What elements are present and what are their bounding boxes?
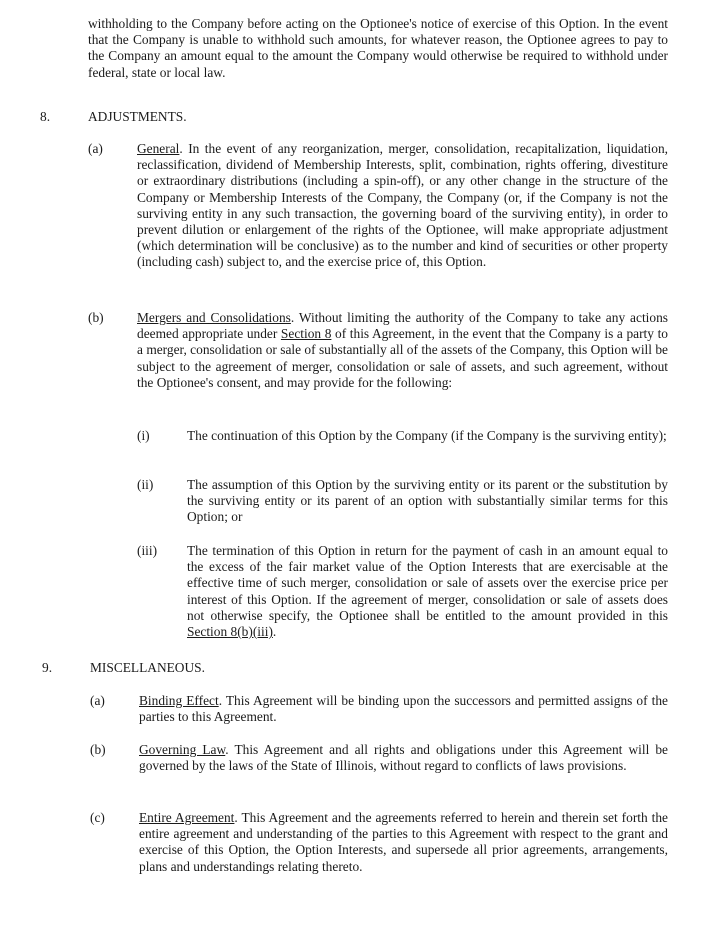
section-9b-label: (b) bbox=[90, 742, 106, 757]
section-9a-title: Binding Effect bbox=[139, 693, 219, 708]
section-8-heading: ADJUSTMENTS. bbox=[88, 109, 187, 124]
section-8-number: 8. bbox=[40, 109, 51, 124]
section-8b-title: Mergers and Consolidations bbox=[137, 310, 291, 325]
section-8biii-reference: Section 8(b)(iii) bbox=[187, 624, 273, 640]
section-9a-paragraph: Binding Effect. This Agreement will be binding upon the successors and permitted assigns of the parties to this Agreement. bbox=[139, 693, 668, 725]
section-8a-label: (a) bbox=[88, 141, 103, 156]
section-8b-ii-label: (ii) bbox=[137, 477, 154, 492]
section-8b-ii-paragraph: The assumption of this Option by the surviving entity or its parent or the substitution by the surviving entity or its parent of an option with substantially similar terms for this Option; or bbox=[187, 477, 668, 525]
intro-paragraph: withholding to the Company before acting on the Optionee's notice of exercise of this Option. In the event that the Company is unable to withhold such amounts, for whatever reason, the Optionee agrees to pay to the Company an amount equal to the amount the Company would otherwise be required to withhold under federal, state or local law. bbox=[88, 16, 668, 80]
section-9c-label: (c) bbox=[90, 810, 105, 825]
section-8b-iii-label: (iii) bbox=[137, 543, 158, 558]
section-9-number: 9. bbox=[42, 660, 53, 675]
section-9b-title: Governing Law bbox=[139, 742, 226, 757]
section-9c-paragraph: Entire Agreement. This Agreement and the agreements referred to herein and therein set forth the entire agreement and understanding of the parties to this Agreement with respect to the grant and exercise of this Option, the Option Interests, and supersede all prior agreements, arrangements, plans and understandings relating thereto. bbox=[139, 810, 668, 874]
section-8a-title: General bbox=[137, 141, 180, 156]
section-8b-label: (b) bbox=[88, 310, 104, 325]
section-8-reference: Section 8 bbox=[280, 326, 332, 342]
section-9-heading: MISCELLANEOUS. bbox=[90, 660, 205, 675]
section-8a-paragraph: General. In the event of any reorganization, merger, consolidation, recapitalization, liquidation, reclassification, dividend of Membership Interests, split, combination, rights offering, divestiture or extraordinary distributions (including a spin-off), or any other change in the structure of the Company or Membership Interests of the Company, the Company (or, if the Company is not the surviving entity in any such transaction, the governing board of the surviving entity), in order to prevent dilution or enlargement of the rights of the Optionee, will make appropriate adjustment (which determination will be conclusive) as to the number and kind of securities or other property (including cash) subject to, and the exercise price of, this Option. bbox=[137, 141, 668, 270]
section-8b-iii-paragraph: The termination of this Option in return for the payment of cash in an amount equal to the excess of the fair market value of the Option Interests that are exercisable at the effective time of such merger, consolidation or sale of assets over the exercise price per interest of this Option. If the agreement of merger, consolidation or sale of assets does not otherwise specify, the Optionee shall be entitled to the amount provided in this Section 8(b)(iii). bbox=[187, 543, 668, 640]
section-8b-i-paragraph: The continuation of this Option by the Company (if the Company is the surviving entity); bbox=[187, 428, 667, 443]
section-8b-paragraph: Mergers and Consolidations. Without limiting the authority of the Company to take any actions deemed appropriate under Section 8 of this Agreement, in the event that the Company is a party to a merger, consolidation or sale of substantially all of the assets of the Company, this Option will be subject to the agreement of merger, consolidation or sale of assets, and such agreement, without the Optionee's consent, and may provide for the following: bbox=[137, 310, 669, 390]
section-9b-paragraph: Governing Law. This Agreement and all rights and obligations under this Agreement will be governed by the laws of the State of Illinois, without regard to conflicts of laws provisions. bbox=[139, 742, 669, 774]
section-9c-title: Entire Agreement bbox=[139, 810, 235, 825]
section-9a-label: (a) bbox=[90, 693, 105, 708]
section-8b-i-label: (i) bbox=[137, 428, 150, 443]
